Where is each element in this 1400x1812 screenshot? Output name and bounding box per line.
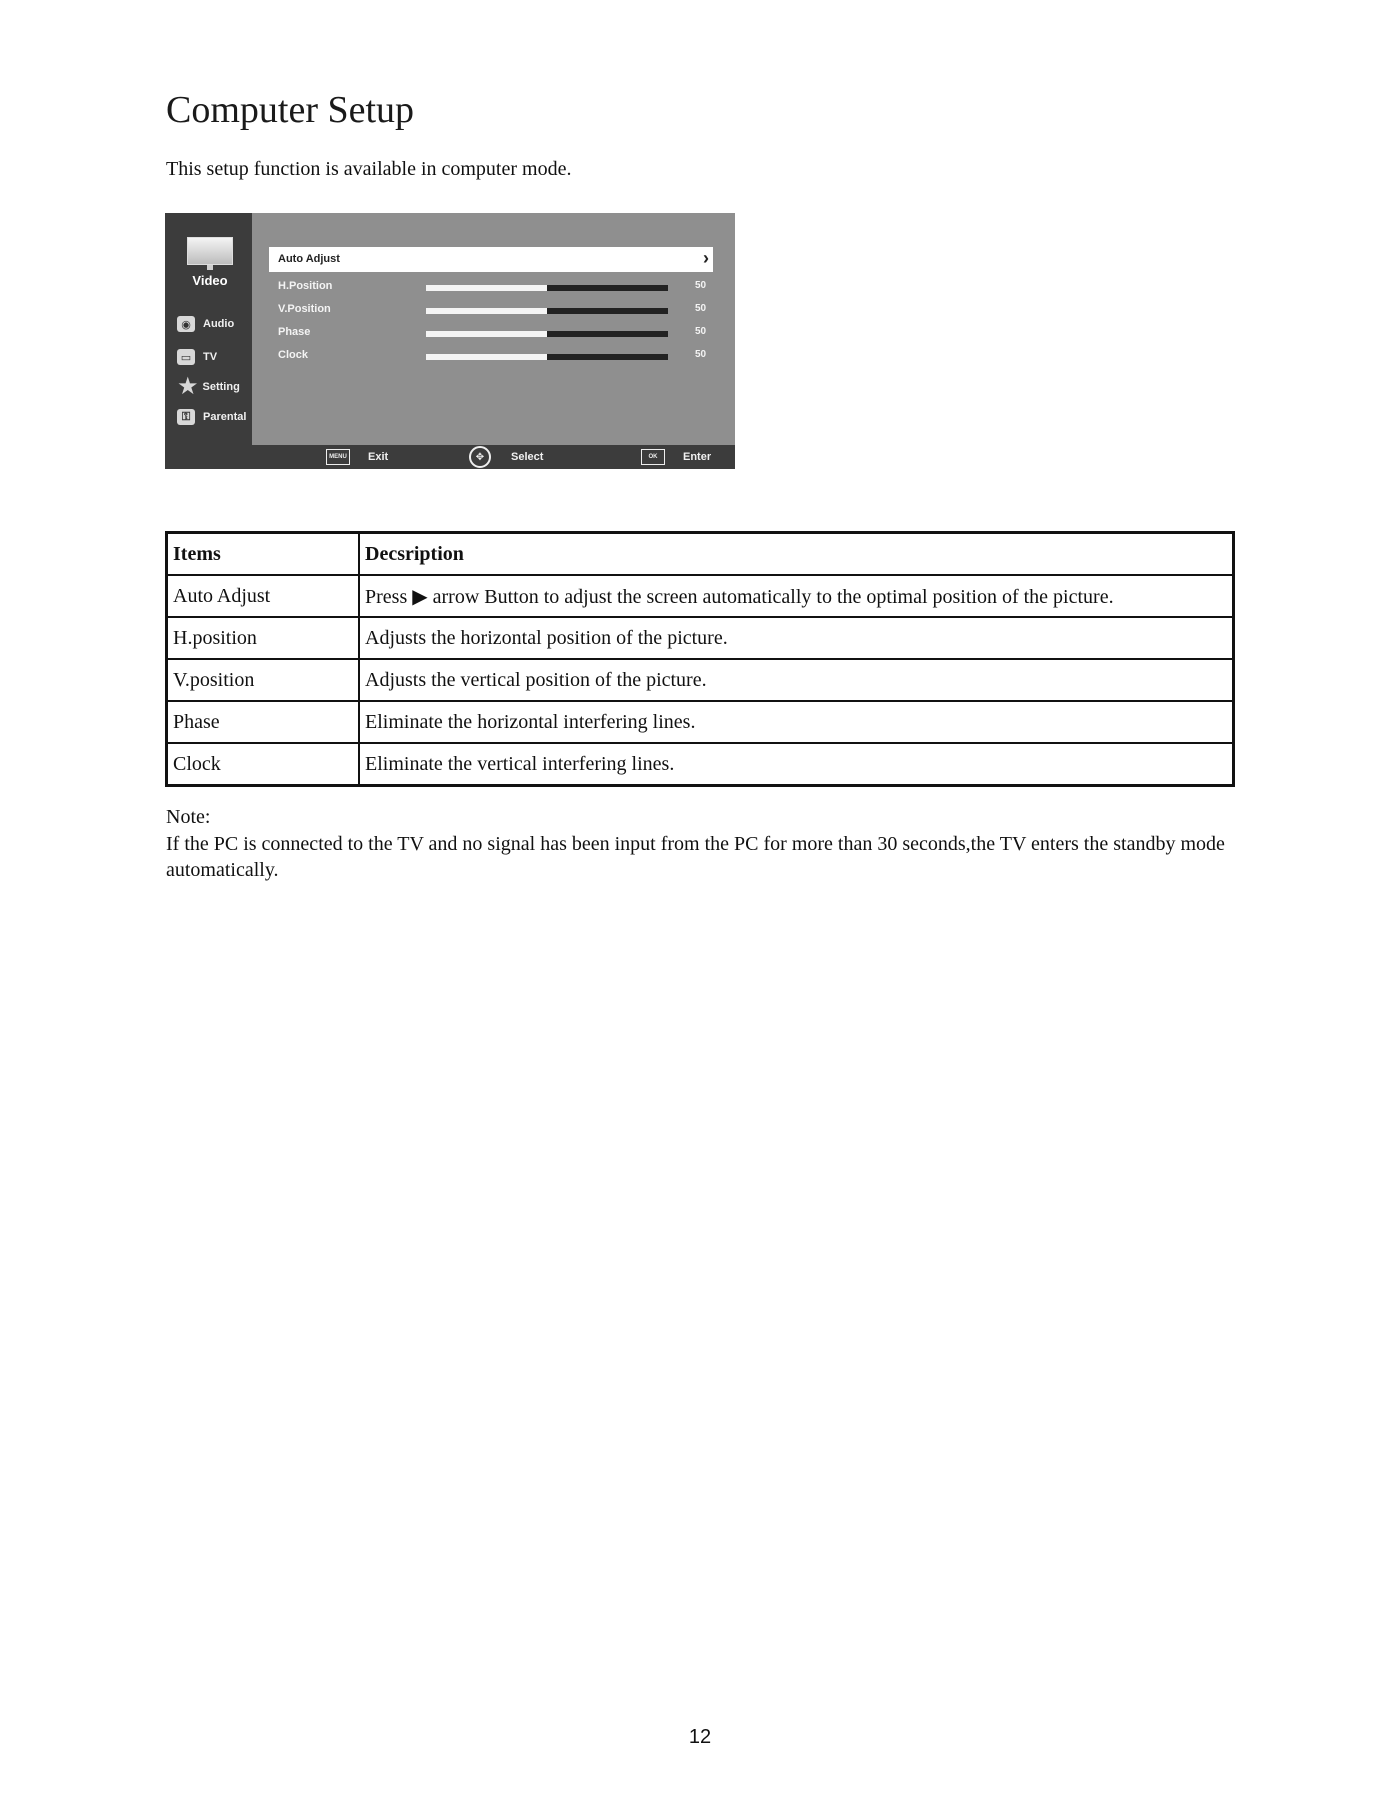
- sidebar-item-audio[interactable]: [177, 316, 234, 332]
- menu-row-label: Auto Adjust: [278, 253, 340, 265]
- menu-row-h-position[interactable]: [269, 275, 713, 297]
- table-row: [167, 575, 1234, 617]
- note-text: If the PC is connected to the TV and no signal has been input from the PC for more than 30 seconds,the TV enters the standby mode automatically.: [166, 833, 1225, 881]
- menu-row-v-position[interactable]: [269, 298, 713, 320]
- exit-label: Exit: [368, 451, 389, 463]
- slider-value: 50: [695, 303, 707, 314]
- osd-footer: [165, 445, 735, 469]
- menu-row-phase[interactable]: [269, 321, 713, 343]
- column-header-description: Decsription: [359, 533, 1234, 576]
- ok-key-icon: OK: [641, 449, 665, 465]
- note-label: Note:: [166, 806, 211, 828]
- description-cell: Adjusts the horizontal position of the picture.: [359, 617, 1234, 659]
- table-row: [167, 701, 1234, 743]
- item-cell: Clock: [167, 743, 360, 786]
- level-slider[interactable]: [426, 331, 668, 337]
- page-title: Computer Setup: [166, 89, 415, 131]
- select-label: Select: [511, 451, 544, 463]
- table-header-row: [167, 533, 1234, 576]
- slider-fill: [426, 285, 547, 291]
- menu-row-label: V.Position: [278, 303, 331, 315]
- chevron-right-icon: ›: [703, 248, 709, 268]
- menu-row-auto-adjust[interactable]: [269, 247, 713, 272]
- description-text: arrow Button to adjust the screen automatically to the optimal position of the picture.: [427, 585, 1114, 608]
- level-slider[interactable]: [426, 354, 668, 360]
- menu-row-clock[interactable]: [269, 344, 713, 366]
- sidebar-item-parental[interactable]: [177, 409, 246, 425]
- description-cell: [359, 575, 1234, 617]
- slider-value: 50: [695, 280, 707, 291]
- menu-key-icon: MENU: [326, 449, 350, 465]
- table-row: [167, 659, 1234, 701]
- page-number: 12: [688, 1726, 712, 1748]
- select-hint[interactable]: [469, 445, 543, 469]
- menu-row-label: Clock: [278, 349, 308, 361]
- slider-fill: [426, 308, 547, 314]
- intro-text: This setup function is available in computer mode.: [166, 158, 572, 180]
- column-header-items: Items: [167, 533, 360, 576]
- sidebar-item-label: TV: [203, 351, 218, 363]
- enter-label: Enter: [683, 451, 712, 463]
- level-slider[interactable]: [426, 285, 668, 291]
- menu-row-label: H.Position: [278, 280, 333, 292]
- description-cell: Eliminate the horizontal interfering lines.: [359, 701, 1234, 743]
- menu-row-label: Phase: [278, 326, 311, 338]
- sidebar-item-label: Parental: [203, 411, 247, 423]
- monitor-icon: [187, 237, 233, 265]
- osd-sidebar: [165, 213, 252, 445]
- slider-value: 50: [695, 349, 707, 360]
- speaker-icon: ◉: [177, 316, 195, 332]
- osd-menu-screenshot: [165, 213, 735, 469]
- item-cell: Auto Adjust: [167, 575, 360, 617]
- level-slider[interactable]: [426, 308, 668, 314]
- description-cell: Adjusts the vertical position of the picture.: [359, 659, 1234, 701]
- slider-fill: [426, 331, 547, 337]
- slider-value: 50: [695, 326, 707, 337]
- slider-fill: [426, 354, 547, 360]
- star-icon: ★: [177, 373, 199, 400]
- tv-icon: ▭: [177, 349, 195, 365]
- item-cell: H.position: [167, 617, 360, 659]
- table-row: [167, 617, 1234, 659]
- dpad-icon: ✥: [469, 446, 491, 468]
- sidebar-item-video[interactable]: [177, 237, 243, 297]
- description-cell: Eliminate the vertical interfering lines.: [359, 743, 1234, 786]
- table-row: [167, 743, 1234, 786]
- item-cell: V.position: [167, 659, 360, 701]
- lock-icon: ⚿: [177, 409, 195, 425]
- item-cell: Phase: [167, 701, 360, 743]
- exit-hint[interactable]: [326, 445, 388, 469]
- sidebar-item-label: Setting: [202, 381, 240, 393]
- description-text: Press: [365, 585, 408, 608]
- enter-hint[interactable]: [641, 445, 711, 469]
- sidebar-item-label: Audio: [203, 318, 235, 330]
- triangle-right-icon: ▶: [412, 585, 428, 608]
- sidebar-item-label: Video: [192, 273, 228, 288]
- sidebar-item-tv[interactable]: [177, 349, 217, 365]
- sidebar-item-setting[interactable]: [177, 375, 240, 399]
- description-table: [165, 531, 1235, 787]
